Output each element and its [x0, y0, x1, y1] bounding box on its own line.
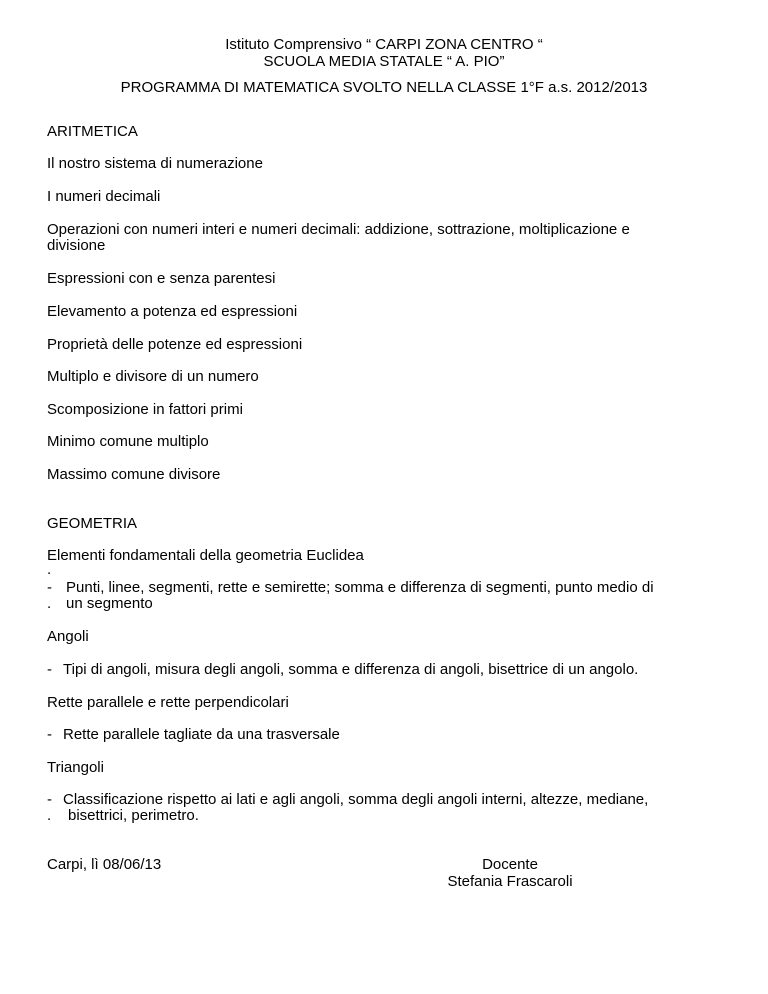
section-heading-aritmetica: ARITMETICA — [47, 123, 138, 140]
program-title: PROGRAMMA DI MATEMATICA SVOLTO NELLA CLASSE 1°F a.s. 2012/2013 — [120, 79, 648, 96]
topic-item: Espressioni con e senza parentesi — [47, 270, 276, 287]
teacher-name: Stefania Frascaroli — [447, 873, 573, 890]
topic-title-elementi: Elementi fondamentali della geometria Euclidea — [47, 547, 364, 564]
topic-item: I numeri decimali — [47, 188, 161, 205]
topic-item: Massimo comune divisore — [47, 466, 221, 483]
topic-detail-elementi-continuation: un segmento — [66, 595, 153, 612]
topic-item: Elevamento a potenza ed espressioni — [47, 303, 298, 320]
topic-item: Minimo comune multiplo — [47, 433, 209, 450]
topic-item: Operazioni con numeri interi e numeri decimali: addizione, sottrazione, moltiplicazione e — [47, 221, 630, 238]
dash-marker: - — [47, 579, 52, 596]
section-heading-geometria: GEOMETRIA — [47, 515, 138, 532]
topic-detail-triangoli-continuation: bisettrici, perimetro. — [68, 807, 199, 824]
topic-title-angoli: Angoli — [47, 628, 89, 645]
dash-marker: - — [47, 791, 52, 808]
topic-item-continuation: divisione — [47, 237, 106, 254]
topic-detail-rette: Rette parallele tagliate da una trasversale — [63, 726, 340, 743]
topic-item: Il nostro sistema di numerazione — [47, 155, 263, 172]
place-date: Carpi, lì 08/06/13 — [47, 856, 162, 873]
dash-marker: - — [47, 726, 52, 743]
dot-marker: . — [47, 561, 52, 578]
dash-marker: - — [47, 661, 52, 678]
school-subtitle: SCUOLA MEDIA STATALE “ A. PIO” — [263, 53, 505, 70]
topic-item: Proprietà delle potenze ed espressioni — [47, 336, 303, 353]
topic-item: Multiplo e divisore di un numero — [47, 368, 259, 385]
topic-detail-elementi: Punti, linee, segmenti, rette e semirette; somma e differenza di segmenti, punto medio di — [66, 579, 654, 596]
topic-detail-triangoli: Classificazione rispetto ai lati e agli angoli, somma degli angoli interni, altezze, mediane, — [63, 791, 649, 808]
topic-detail-angoli: Tipi di angoli, misura degli angoli, somma e differenza di angoli, bisettrice di un angolo. — [63, 661, 639, 678]
topic-title-rette: Rette parallele e rette perpendicolari — [47, 694, 289, 711]
dot-marker: . — [47, 595, 52, 612]
school-name: Istituto Comprensivo “ CARPI ZONA CENTRO “ — [225, 36, 543, 53]
topic-title-triangoli: Triangoli — [47, 759, 104, 776]
teacher-role: Docente — [482, 856, 538, 873]
dot-marker: . — [47, 807, 52, 824]
topic-item: Scomposizione in fattori primi — [47, 401, 243, 418]
